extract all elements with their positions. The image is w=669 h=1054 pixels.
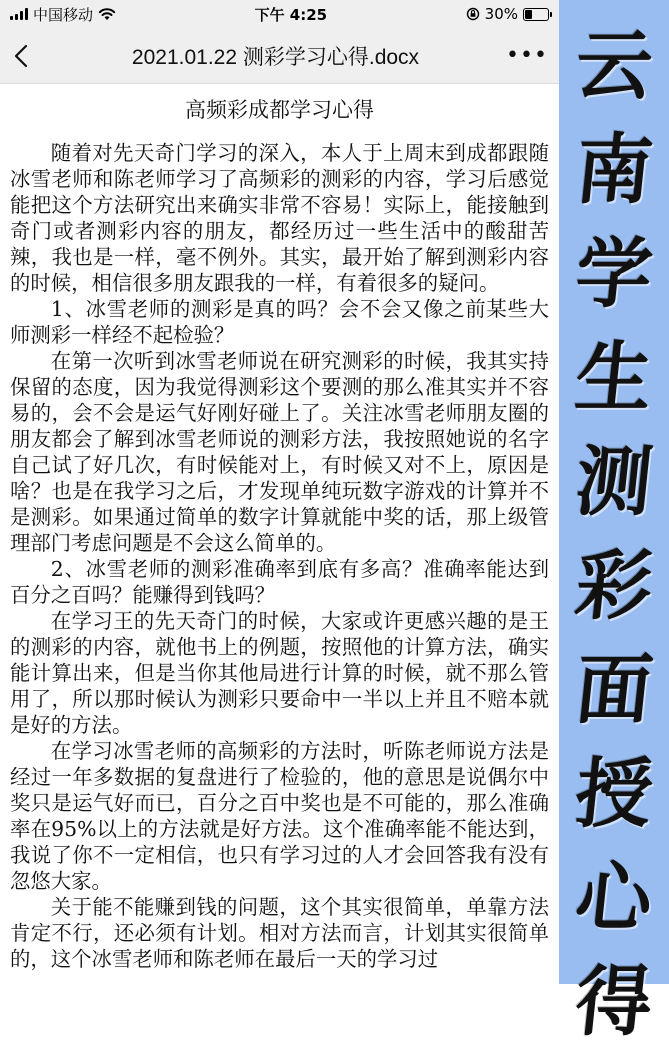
more-options-button[interactable]: ••• <box>506 43 548 68</box>
banner-char: 面 <box>571 645 657 734</box>
status-left <box>10 4 116 25</box>
banner-char: 测 <box>571 437 657 526</box>
banner-char: 学 <box>571 229 657 318</box>
nav-bar <box>0 28 559 84</box>
banner-char: 云 <box>571 21 657 110</box>
document-filename: 2021.01.22 测彩学习心得.docx <box>131 45 420 69</box>
battery-icon <box>523 8 549 21</box>
battery-level <box>525 10 532 19</box>
chevron-left-icon <box>14 44 28 68</box>
banner-char: 授 <box>571 749 657 838</box>
paragraph: 关于能不能赚到钱的问题，这个其实很简单，单靠方法肯定不行，还必须有计划。相对方法而言，计划其实很简单的，这个冰雪老师和陈老师在最后一天的学习过 <box>10 895 549 971</box>
banner-char: 心 <box>571 853 657 942</box>
back-button[interactable] <box>14 36 44 76</box>
banner-char: 南 <box>571 125 657 214</box>
paragraph: 1、冰雪老师的测彩是真的吗？会不会又像之前某些大师测彩一样经不起检验？ <box>10 297 549 347</box>
banner-char: 彩 <box>571 541 657 630</box>
promo-banner <box>559 0 669 1046</box>
document-title: 高频彩成都学习心得 <box>185 98 374 122</box>
banner-char: 生 <box>571 333 657 422</box>
status-right <box>466 5 549 23</box>
battery-percent: 30% <box>484 5 518 23</box>
wifi-icon <box>98 7 116 21</box>
document-body[interactable] <box>0 84 559 972</box>
status-time: 下午 4:25 <box>254 5 328 24</box>
carrier-label: 中国移动 <box>33 5 94 24</box>
orientation-lock-icon <box>466 7 480 21</box>
paragraph: 随着对先天奇门学习的深入，本人于上周末到成都跟随冰雪老师和陈老师学习了高频彩的测彩的内容，学习后感觉能把这个方法研究出来确实非常不容易！实际上，能接触到奇门或者测彩内容的朋友，都经历过一些生活中的酸甜苦辣，我也是一样，毫不例外。其实，最开始了解到测彩内容的时候，相信很多朋友跟我的一样，有着很多的疑问。 <box>10 141 549 295</box>
paragraph: 在学习冰雪老师的高频彩的方法时，听陈老师说方法是经过一年多数据的复盘进行了检验的，他的意思是说偶尔中奖只是运气好而已，百分之百中奖也是不可能的，那么准确率在95%以上的方法就是好方法。这个准确率能不能达到，我说了你不一定相信，也只有学习过的人才会回答我有没有忽悠大家。 <box>10 739 549 893</box>
paragraph: 在学习王的先天奇门的时候，大家或许更感兴趣的是王的测彩的内容，就他书上的例题，按照他的计算方法，确实能计算出来，但是当你其他局进行计算的时候，就不那么管用了，所以那时候认为测彩只要命中一半以上并且不赔本就是好的方法。 <box>10 609 549 737</box>
paragraph: 2、冰雪老师的测彩准确率到底有多高？准确率能达到百分之百吗？能赚得到钱吗？ <box>10 557 549 607</box>
status-bar <box>0 0 559 28</box>
paragraph: 在第一次听到冰雪老师说在研究测彩的时候，我其实持保留的态度，因为我觉得测彩这个要测的那么准其实并不容易的，会不会是运气好刚好碰上了。关注冰雪老师朋友圈的朋友都会了解到冰雪老师说的测彩方法，我按照她说的名字自己试了好几次，有时候能对上，有时候又对不上，原因是啥？也是在我学习之后，才发现单纯玩数字游戏的计算并不是测彩。如果通过简单的数字计算就能中奖的话，那上级管理部门考虑问题是不会这么简单的。 <box>10 349 549 555</box>
banner-char: 得 <box>571 957 657 1046</box>
signal-icon <box>10 8 28 20</box>
